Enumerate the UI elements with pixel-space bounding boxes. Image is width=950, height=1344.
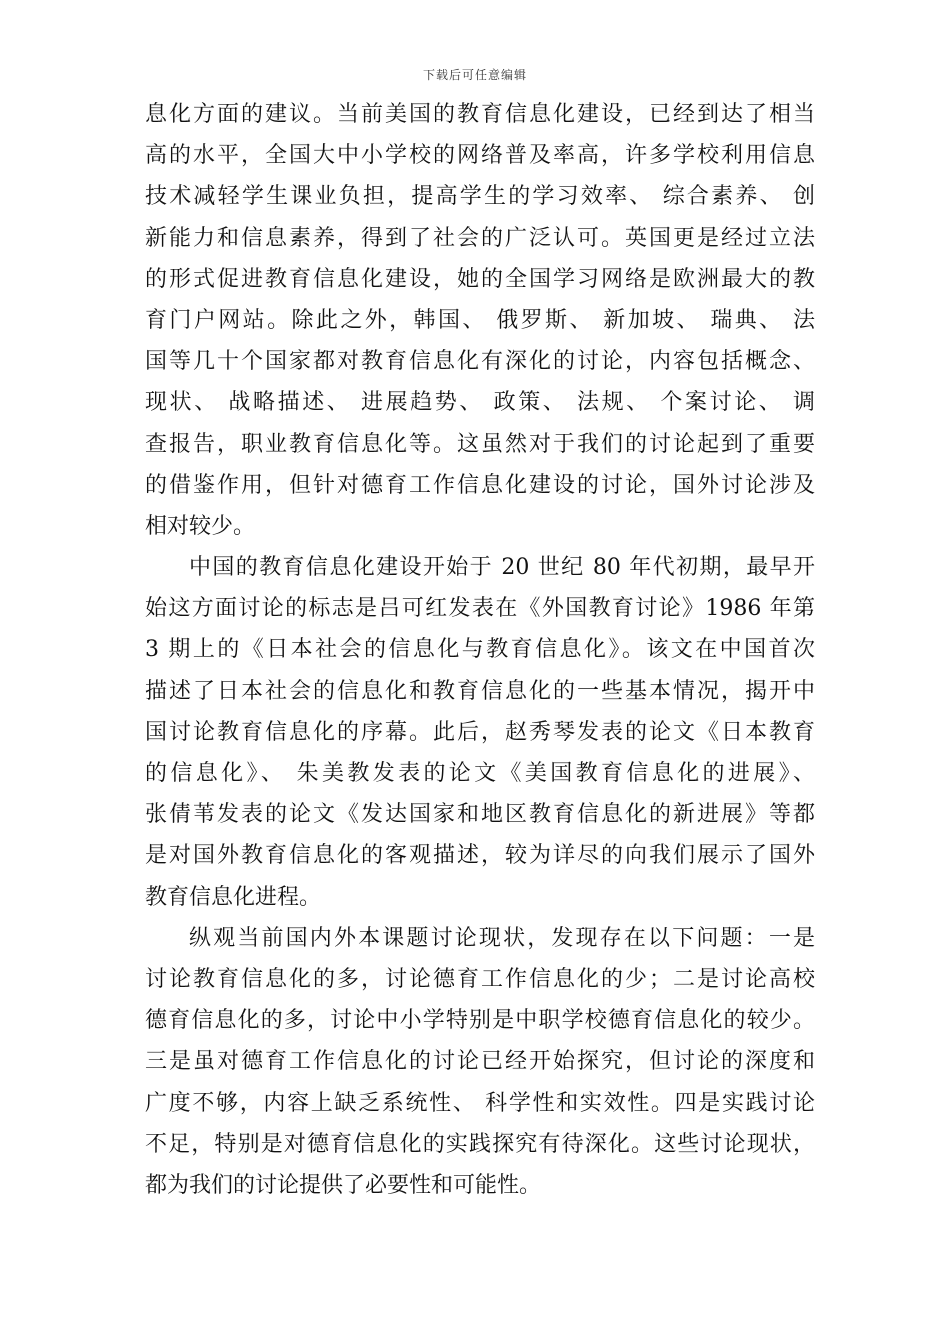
- text-line: 技术减轻学生课业负担，提高学生的学习效率、 综合素养、 创: [145, 184, 815, 210]
- text-line: 广度不够，内容上缺乏系统性、 科学性和实效性。四是实践讨论: [145, 1090, 815, 1116]
- text-line: 育门户网站。除此之外，韩国、 俄罗斯、 新加坡、 瑞典、 法: [145, 307, 815, 333]
- text-line: 不足，特别是对德育信息化的实践探究有待深化。这些讨论现状，: [145, 1131, 815, 1157]
- text-line: 描述了日本社会的信息化和教育信息化的一些基本情况，揭开中: [145, 678, 815, 704]
- text-line: 查报告，职业教育信息化等。这虽然对于我们的讨论起到了重要: [145, 431, 815, 457]
- text-line: 国讨论教育信息化的序幕。此后，赵秀琴发表的论文《日本教育: [145, 719, 815, 745]
- text-line: 教育信息化进程。: [145, 884, 322, 910]
- text-line: 德育信息化的多，讨论中小学特别是中职学校德育信息化的较少。: [145, 1008, 815, 1034]
- text-line: 三是虽对德育工作信息化的讨论已经开始探究，但讨论的深度和: [145, 1049, 815, 1075]
- text-line: 讨论教育信息化的多，讨论德育工作信息化的少；二是讨论高校: [145, 966, 815, 992]
- text-line: 3 期上的《日本社会的信息化与教育信息化》。该文在中国首次: [145, 637, 815, 663]
- text-line: 始这方面讨论的标志是吕可红发表在《外国教育讨论》1986 年第: [145, 596, 815, 622]
- text-line: 新能力和信息素养，得到了社会的广泛认可。英国更是经过立法: [145, 225, 815, 251]
- page-header: 下载后可任意编辑: [422, 68, 527, 82]
- paragraph-1: [145, 94, 815, 547]
- text-line: 中国的教育信息化建设开始于 20 世纪 80 年代初期，最早开: [189, 555, 815, 581]
- paragraph-3: [145, 918, 815, 1206]
- text-line: 息化方面的建议。当前美国的教育信息化建设，已经到达了相当: [145, 102, 815, 127]
- text-line: 是对国外教育信息化的客观描述，较为详尽的向我们展示了国外: [145, 843, 815, 869]
- text-line: 的信息化》、 朱美教发表的论文《美国教育信息化的进展》、: [145, 761, 815, 786]
- text-line: 都为我们的讨论提供了必要性和可能性。: [145, 1172, 542, 1198]
- text-line: 国等几十个国家都对教育信息化有深化的讨论，内容包括概念、: [145, 349, 815, 375]
- text-line: 张倩苇发表的论文《发达国家和地区教育信息化的新进展》等都: [145, 802, 815, 828]
- text-line: 高的水平，全国大中小学校的网络普及率高，许多学校利用信息: [145, 143, 815, 169]
- text-line: 相对较少。: [145, 513, 256, 539]
- text-line: 纵观当前国内外本课题讨论现状，发现存在以下问题：一是: [189, 925, 815, 951]
- text-line: 的借鉴作用，但针对德育工作信息化建设的讨论，国外讨论涉及: [145, 472, 815, 498]
- document-body: [145, 94, 815, 1206]
- paragraph-2: [145, 547, 815, 918]
- text-line: 现状、 战略描述、 进展趋势、 政策、 法规、 个案讨论、 调: [145, 390, 815, 416]
- text-line: 的形式促进教育信息化建设，她的全国学习网络是欧洲最大的教: [145, 266, 815, 292]
